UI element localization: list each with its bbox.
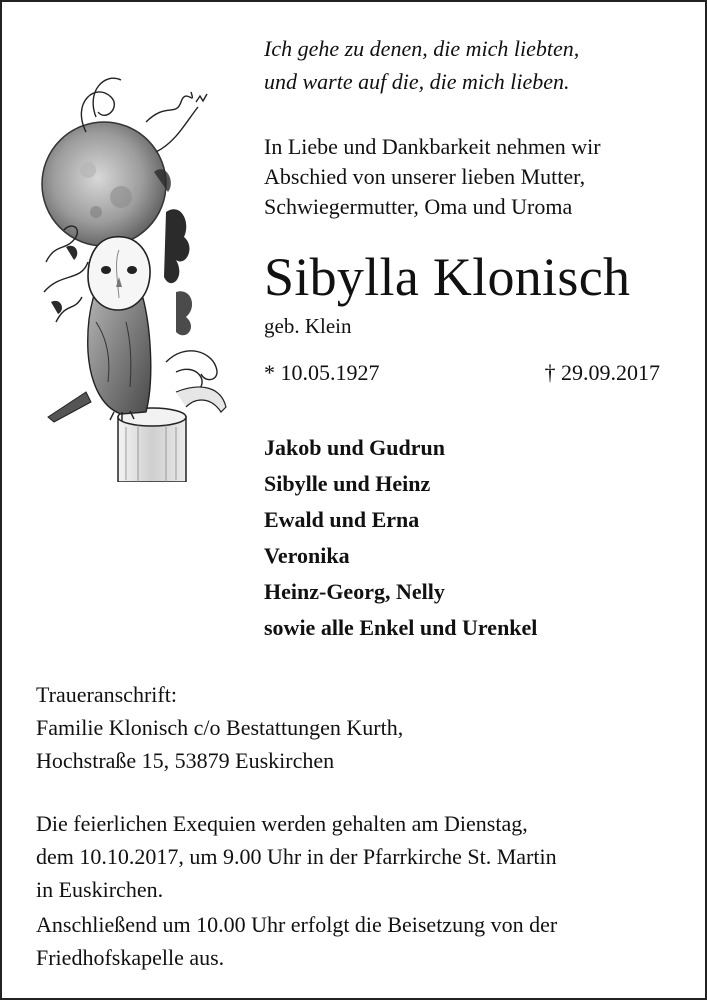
moon-shape (42, 122, 166, 246)
deceased-name: Sibylla Klonisch (264, 247, 631, 307)
quote-line: Ich gehe zu denen, die mich liebten, (264, 36, 580, 61)
burial-info (36, 908, 686, 974)
service-line: in Euskirchen. (36, 877, 164, 902)
intro-line: Schwiegermutter, Oma und Uroma (264, 194, 573, 219)
address-line: Familie Klonisch c/o Bestattungen Kurth, (36, 715, 404, 740)
owl-shape (48, 237, 151, 422)
service-line: dem 10.10.2017, um 9.00 Uhr in der Pfarrkirche St. Martin (36, 844, 557, 869)
mourner-entry: Sibylle und Heinz (264, 471, 431, 496)
intro-line: Abschied von unserer lieben Mutter, (264, 164, 586, 189)
maiden-name: geb. Klein (264, 314, 352, 338)
burial-line: Anschließend um 10.00 Uhr erfolgt die Beisetzung von der (36, 912, 558, 937)
burial-line: Friedhofskapelle aus. (36, 945, 225, 970)
quote-line: und warte auf die, die mich lieben. (264, 69, 570, 94)
service-info (36, 807, 686, 906)
intro-text (264, 132, 601, 222)
mourner-entry: Heinz-Georg, Nelly (264, 579, 445, 604)
birth-date: * 10.05.1927 (264, 360, 380, 385)
service-line: Die feierlichen Exequien werden gehalten am Dienstag, (36, 811, 528, 836)
address-line: Traueranschrift: (36, 682, 177, 707)
life-dates (264, 359, 664, 387)
mourner-entry: Veronika (264, 543, 350, 568)
address-line: Hochstraße 15, 53879 Euskirchen (36, 748, 335, 773)
mourners-list (264, 430, 537, 646)
mourner-entry: Jakob und Gudrun (264, 435, 445, 460)
mourner-entry: sowie alle Enkel und Urenkel (264, 615, 538, 640)
owl-on-post-with-moon-icon (26, 62, 256, 482)
death-date: † 29.09.2017 (544, 360, 660, 385)
quote-block (264, 32, 579, 98)
mourner-entry: Ewald und Erna (264, 507, 420, 532)
intro-line: In Liebe und Dankbarkeit nehmen wir (264, 134, 601, 159)
mourning-address (36, 678, 403, 777)
